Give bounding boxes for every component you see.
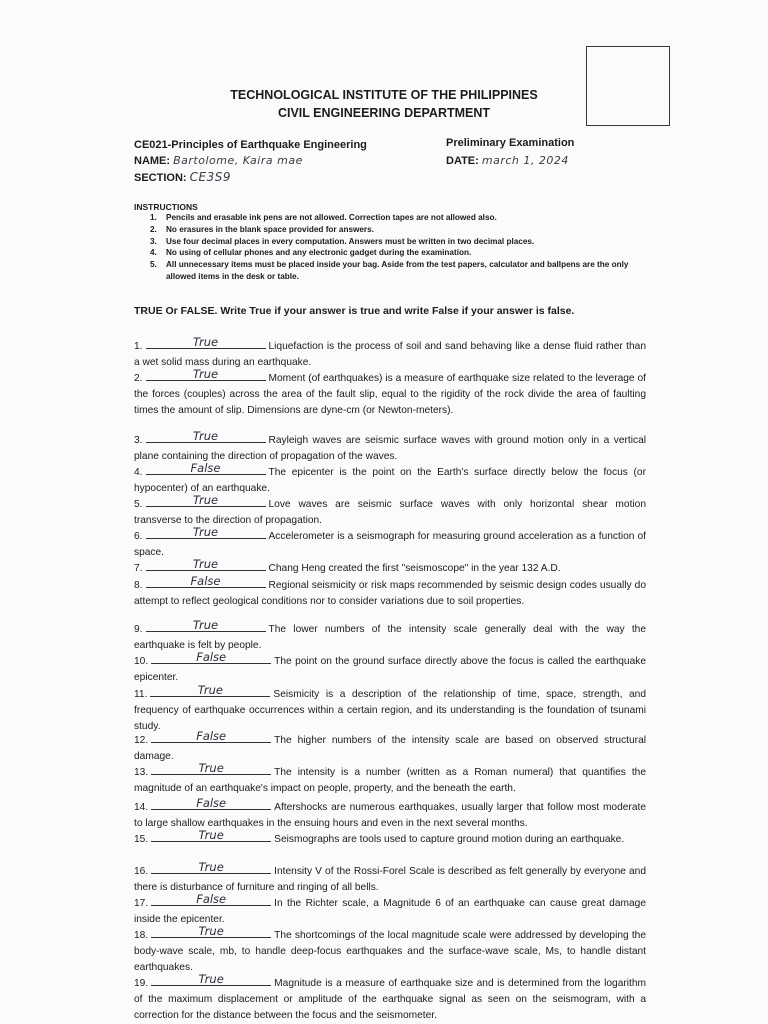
question-number: 5. <box>134 499 143 510</box>
question-item <box>134 973 646 1024</box>
handwritten-answer: True <box>198 860 224 874</box>
question-number: 10. <box>134 656 149 667</box>
question-text: Moment (of earthquakes) is a measure of earthquake size related to the leverage of the forces (couples) across the area of the fault slip, equal to the rigidity of the rock divide the area of faulting times the amount of slip. Dimensions are dyne-cm (or Newton-meters). <box>134 373 646 416</box>
course-title: CE021-Principles of Earthquake Engineering <box>134 139 367 151</box>
handwritten-answer: True <box>192 429 219 443</box>
question-item <box>134 368 646 419</box>
handwritten-answer: True <box>192 335 219 349</box>
handwritten-answer: False <box>196 892 227 906</box>
handwritten-answer: True <box>192 618 219 632</box>
section-row <box>134 170 231 184</box>
answer-blank[interactable] <box>151 762 271 775</box>
handwritten-answer: True <box>198 972 224 986</box>
question-item <box>134 430 646 465</box>
question-item <box>134 494 646 529</box>
handwritten-answer: True <box>192 367 219 381</box>
instructions-list <box>150 212 650 283</box>
question-number: 4. <box>134 467 143 478</box>
question-item <box>134 462 646 497</box>
answer-blank[interactable] <box>151 973 271 986</box>
question-text: Magnitude is a measure of earthquake size and is determined from the logarithm of the maximum displacement or amplitude of the earthquake signal as seen on the seismogram, with a correction for the distance between the focus and the seismometer. <box>134 978 646 1021</box>
instruction-text: Pencils and erasable ink pens are not allowed. Correction tapes are not allowed also. <box>166 213 497 222</box>
date-row <box>446 154 569 167</box>
handwritten-answer: True <box>198 828 224 842</box>
date-label: DATE: <box>446 155 479 167</box>
question-number: 17. <box>134 898 149 909</box>
question-number: 16. <box>134 866 149 877</box>
question-item <box>134 762 646 797</box>
question-text: Accelerometer is a seismograph for measuring ground acceleration as a function of space. <box>134 531 646 558</box>
instruction-item <box>150 236 650 248</box>
answer-blank[interactable] <box>146 526 266 539</box>
question-text: In the Richter scale, a Magnitude 6 of an earthquake can cause great damage inside the epicenter. <box>134 898 646 925</box>
question-number: 3. <box>134 435 143 446</box>
answer-blank[interactable] <box>146 558 266 571</box>
question-text: The epicenter is the point on the Earth's surface directly below the focus (or hypocenter) of an earthquake. <box>134 467 646 494</box>
answer-blank[interactable] <box>146 462 266 475</box>
question-text: Seismographs are tools used to capture ground motion during an earthquake. <box>274 834 625 845</box>
instruction-text: Use four decimal places in every computation. Answers must be written in two decimal places. <box>166 236 535 246</box>
question-item <box>134 925 646 976</box>
question-item <box>134 684 646 735</box>
instruction-text: No using of cellular phones and any electronic gadget during the examination. <box>166 248 472 258</box>
handwritten-answer: False <box>196 729 227 743</box>
question-text: Liquefaction is the process of soil and sand behaving like a dense fluid rather than a wet solid mass during an earthquake. <box>134 341 646 368</box>
question-text: Chang Heng created the first "seismoscope" in the year 132 A.D. <box>268 563 561 574</box>
instruction-number: 5. <box>150 260 157 270</box>
date-value: march 1, 2024 <box>481 154 569 167</box>
question-number: 8. <box>134 580 143 591</box>
section-heading: TRUE Or FALSE. Write True if your answer is true and write False if your answer is false. <box>134 305 575 317</box>
department-title: CIVIL ENGINEERING DEPARTMENT <box>277 106 491 120</box>
institute-title: TECHNOLOGICAL INSTITUTE OF THE PHILIPPINES <box>230 88 538 102</box>
section-value: CE3S9 <box>189 170 231 184</box>
answer-blank[interactable] <box>151 797 271 810</box>
name-row <box>134 154 303 167</box>
question-text: The intensity is a number (written as a Roman numeral) that quantifies the magnitude of an earthquake's impact on people, property, and the beneath the earth. <box>134 767 646 794</box>
handwritten-answer: True <box>198 761 224 775</box>
question-text: Rayleigh waves are seismic surface waves with ground motion only in a vertical plane containing the direction of propagation of the waves. <box>134 435 646 462</box>
question-text: Love waves are seismic surface waves with only horizontal shear motion transverse to the direction of propagation. <box>134 499 646 526</box>
name-value: Bartolome, Kaira mae <box>173 154 303 167</box>
question-text: Intensity V of the Rossi-Forel Scale is described as felt generally by everyone and there is disturbance of furniture and ringing of all bells. <box>134 866 646 893</box>
instruction-number: 2. <box>150 224 157 234</box>
question-text: Aftershocks are numerous earthquakes, usually larger that follow most moderate to large shallow earthquakes in the ensuing hours and even in the next several months. <box>134 802 646 829</box>
handwritten-answer: True <box>197 683 224 697</box>
exam-type: Preliminary Examination <box>446 137 575 149</box>
question-number: 15. <box>134 834 149 845</box>
question-number: 11. <box>134 689 148 700</box>
answer-blank[interactable] <box>146 575 266 588</box>
question-item <box>134 575 646 610</box>
question-item <box>134 829 646 848</box>
question-text: Regional seismicity or risk maps recommended by seismic design codes usually do attempt to reflect geological conditions nor to consider variations due to soil properties. <box>134 580 646 607</box>
question-number: 12. <box>134 735 149 746</box>
answer-blank[interactable] <box>151 829 271 842</box>
question-text: The lower numbers of the intensity scale generally deal with the way the earthquake is felt by people. <box>134 624 646 651</box>
question-item <box>134 651 646 686</box>
question-number: 13. <box>134 767 149 778</box>
handwritten-answer: False <box>196 796 227 810</box>
question-number: 9. <box>134 624 143 635</box>
answer-blank[interactable] <box>146 619 266 632</box>
answer-blank[interactable] <box>146 336 266 349</box>
question-item <box>134 730 646 765</box>
question-text: The higher numbers of the intensity scale are based on observed structural damage. <box>134 735 646 762</box>
question-item <box>134 861 646 896</box>
handwritten-answer: False <box>196 650 227 664</box>
answer-blank[interactable] <box>151 861 271 874</box>
question-item <box>134 336 646 371</box>
question-text: Seismicity is a description of the relationship of time, space, strength, and frequency of earthquake occurrences within a certain region, and its understanding is the foundation of tsunami study. <box>134 689 646 732</box>
instructions-title: INSTRUCTIONS <box>134 202 198 212</box>
question-number: 1. <box>134 341 143 352</box>
answer-blank[interactable] <box>146 430 266 443</box>
answer-blank[interactable] <box>151 730 271 743</box>
instruction-number: 1. <box>150 213 157 222</box>
answer-blank[interactable] <box>146 494 266 507</box>
handwritten-answer: False <box>190 461 221 475</box>
answer-blank[interactable] <box>150 684 270 697</box>
question-number: 2. <box>134 373 143 384</box>
question-item <box>134 526 646 561</box>
answer-blank[interactable] <box>151 651 271 664</box>
handwritten-answer: False <box>190 574 221 588</box>
question-item <box>134 893 646 928</box>
instruction-text: All unnecessary items must be placed inside your bag. Aside from the test papers, calculator and ballpens are the only allowed items in the desk or table. <box>166 260 629 281</box>
answer-blank[interactable] <box>151 893 271 906</box>
instruction-item <box>150 224 650 236</box>
answer-blank[interactable] <box>151 925 271 938</box>
section-label: SECTION: <box>134 172 187 184</box>
handwritten-answer: True <box>198 924 224 938</box>
instruction-item <box>150 259 650 283</box>
question-item <box>134 797 646 832</box>
answer-blank[interactable] <box>146 368 266 381</box>
question-number: 7. <box>134 563 143 574</box>
name-label: NAME: <box>134 155 171 167</box>
instruction-number: 4. <box>150 248 157 258</box>
question-item <box>134 619 646 654</box>
question-number: 18. <box>134 930 149 941</box>
question-text: The point on the ground surface directly above the focus is called the earthquake epicenter. <box>134 656 646 683</box>
handwritten-answer: True <box>192 557 219 571</box>
instruction-number: 3. <box>150 236 157 246</box>
question-number: 6. <box>134 531 143 542</box>
handwritten-answer: True <box>192 493 219 507</box>
handwritten-answer: True <box>192 525 219 539</box>
question-number: 19. <box>134 978 149 989</box>
instruction-item <box>150 212 650 224</box>
question-text: The shortcomings of the local magnitude scale were addressed by developing the body-wave scale, mb, to handle deep-focus earthquakes and the surface-wave scale, Ms, to handle distant earthquakes. <box>134 930 646 973</box>
question-number: 14. <box>134 802 149 813</box>
instruction-text: No erasures in the blank space provided for answers. <box>166 224 374 234</box>
instruction-item <box>150 247 650 259</box>
